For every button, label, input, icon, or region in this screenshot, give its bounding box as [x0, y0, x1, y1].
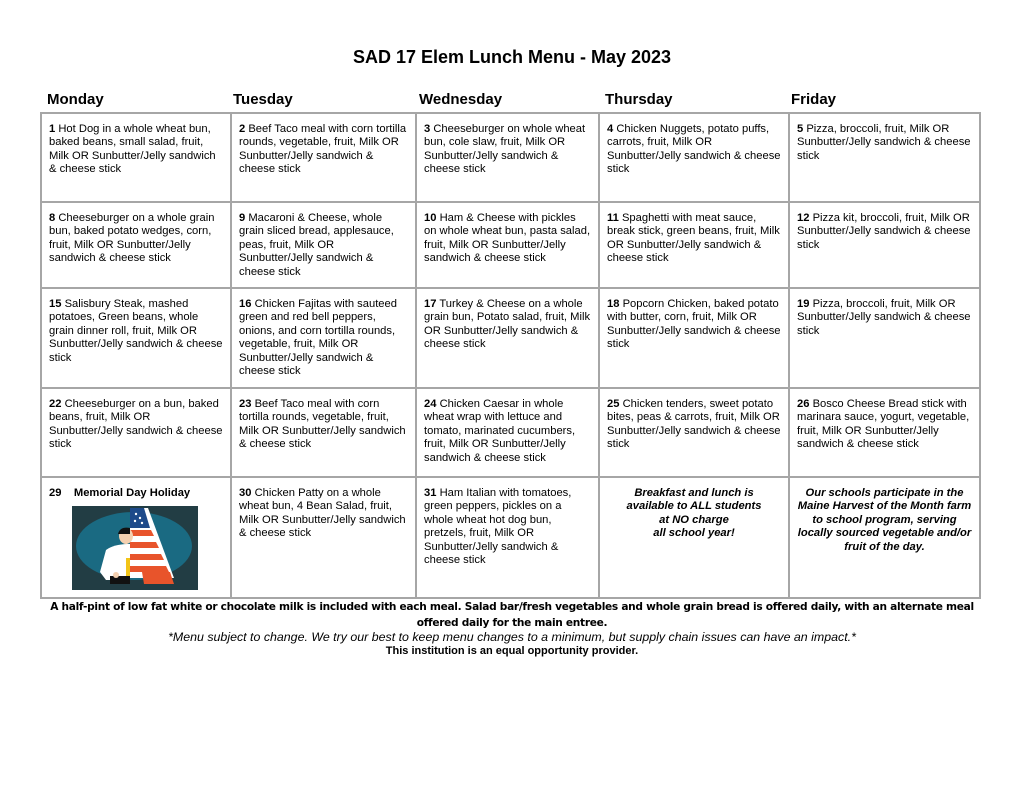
day-cell — [41, 288, 231, 388]
day-cell — [599, 202, 789, 288]
day-cell — [231, 113, 416, 202]
weekday-thursday: Thursday — [605, 91, 673, 108]
day-number: 31 — [424, 487, 437, 499]
week-row — [41, 202, 980, 288]
day-cell — [789, 202, 980, 288]
day-number: 3 — [424, 123, 431, 135]
free-meals-line: all school year! — [653, 527, 735, 540]
menu-text: Bosco Cheese Bread stick with marinara sauce, yogurt, vegetable, fruit, Milk OR Sunbutter/Jelly sandwich & cheese stick — [797, 398, 970, 451]
day-cell — [599, 288, 789, 388]
day-number: 23 — [239, 398, 252, 410]
day-number: 30 — [239, 487, 252, 499]
equal-opportunity-statement: This institution is an equal opportunity provider. — [385, 645, 639, 657]
menu-text: Popcorn Chicken, baked potato with butter, corn, fruit, Milk OR Sunbutter/Jelly sandwich & cheese stick — [607, 298, 781, 351]
day-cell — [416, 477, 599, 598]
day-number: 2 — [239, 123, 246, 135]
day-number: 11 — [607, 212, 619, 224]
weekday-tuesday: Tuesday — [233, 91, 293, 108]
holiday-label: Memorial Day Holiday — [73, 487, 191, 499]
day-cell — [416, 202, 599, 288]
day-cell — [789, 288, 980, 388]
day-cell — [416, 288, 599, 388]
day-number: 19 — [797, 298, 810, 310]
menu-text: Chicken Fajitas with sauteed green and red bell peppers, onions, and corn tortilla rounds, vegetable, fruit, Milk OR Sunbutter/Jelly sandwich & cheese stick — [239, 298, 397, 378]
menu-text: Beef Taco meal with corn tortilla rounds, vegetable, fruit, Milk OR Sunbutter/Jelly sandwich & cheese stick — [239, 398, 406, 451]
day-cell — [41, 113, 231, 202]
menu-text: Cheeseburger on whole wheat bun, cole slaw, fruit, Milk OR Sunbutter/Jelly sandwich & cheese stick — [424, 123, 586, 176]
menu-text: Ham Italian with tomatoes, green peppers, pickles on a whole wheat hot dog bun, pretzels, fruit, Milk OR Sunbutter/Jelly sandwich & cheese stick — [424, 487, 572, 567]
day-number: 5 — [797, 123, 804, 135]
week-row — [41, 477, 980, 598]
menu-text: Cheeseburger on a whole grain bun, baked potato wedges, corn, fruit, Milk OR Sunbutter/Jelly sandwich & cheese stick — [49, 212, 215, 265]
day-number: 9 — [239, 212, 246, 224]
menu-text: Cheeseburger on a bun, baked beans, fruit, Milk OR Sunbutter/Jelly sandwich & cheese stick — [49, 398, 223, 451]
menu-text: Spaghetti with meat sauce, break stick, green beans, fruit, Milk OR Sunbutter/Jelly sandwich & cheese stick — [607, 212, 780, 265]
weekday-wednesday: Wednesday — [419, 91, 503, 108]
day-cell — [231, 388, 416, 477]
day-cell — [231, 202, 416, 288]
day-cell — [41, 202, 231, 288]
free-meals-line: at NO charge — [659, 513, 729, 526]
day-number: 1 — [49, 123, 56, 135]
menu-text: Macaroni & Cheese, whole grain sliced bread, applesauce, peas, fruit, Milk OR Sunbutter/Jelly sandwich & cheese stick — [239, 212, 394, 278]
menu-text: Hot Dog in a whole wheat bun, baked beans, small salad, fruit, Milk OR Sunbutter/Jelly sandwich & cheese stick — [49, 123, 216, 176]
menu-text: Chicken tenders, sweet potato bites, peas & carrots, fruit, Milk OR Sunbutter/Jelly sandwich & cheese stick — [607, 398, 781, 451]
day-cell — [41, 388, 231, 477]
week-row — [41, 388, 980, 477]
day-cell — [231, 288, 416, 388]
day-cell — [231, 477, 416, 598]
day-number: 17 — [424, 298, 437, 310]
menu-calendar — [40, 112, 981, 599]
menu-text: Salisbury Steak, mashed potatoes, Green beans, whole grain dinner roll, fruit, Milk OR Sunbutter/Jelly sandwich & cheese stick — [49, 298, 223, 364]
day-number: 25 — [607, 398, 620, 410]
day-cell — [416, 113, 599, 202]
week-row — [41, 113, 980, 202]
menu-text: Beef Taco meal with corn tortilla rounds, vegetable, fruit, Milk OR Sunbutter/Jelly sandwich & cheese stick — [239, 123, 407, 176]
menu-text: Turkey & Cheese on a whole grain bun, Potato salad, fruit, Milk OR Sunbutter/Jelly sandwich & cheese stick — [424, 298, 591, 351]
free-meals-note — [599, 477, 789, 598]
day-number: 16 — [239, 298, 252, 310]
day-number: 24 — [424, 398, 437, 410]
day-number: 22 — [49, 398, 62, 410]
day-cell — [789, 388, 980, 477]
day-cell — [599, 113, 789, 202]
day-cell — [789, 113, 980, 202]
menu-text: Chicken Patty on a whole wheat bun, 4 Bean Salad, fruit, Milk OR Sunbutter/Jelly sandwich & cheese stick — [239, 487, 406, 540]
day-number: 4 — [607, 123, 614, 135]
free-meals-line: Breakfast and lunch is — [634, 487, 754, 499]
holiday-cell — [41, 477, 231, 598]
day-number: 8 — [49, 212, 56, 224]
day-cell — [416, 388, 599, 477]
week-row — [41, 288, 980, 388]
menu-text: Chicken Nuggets, potato puffs, carrots, fruit, Milk OR Sunbutter/Jelly sandwich & cheese stick — [607, 123, 781, 176]
menu-text: Ham & Cheese with pickles on whole wheat bun, pasta salad, fruit, Milk OR Sunbutter/Jelly sandwich & cheese stick — [424, 212, 591, 265]
day-number: 26 — [797, 398, 810, 410]
menu-text: Pizza, broccoli, fruit, Milk OR Sunbutter/Jelly sandwich & cheese stick — [797, 123, 971, 162]
day-number: 18 — [607, 298, 620, 310]
day-cell — [599, 388, 789, 477]
menu-text: Chicken Caesar in whole wheat wrap with lettuce and tomato, marinated cucumbers, fruit, Milk OR Sunbutter/Jelly sandwich & cheese stick — [424, 398, 576, 464]
free-meals-line: available to ALL students — [626, 500, 762, 513]
milk-salad-note: A half-pint of low fat white or chocolate milk is included with each meal. Salad bar/fresh vegetables and whole grain bread is offered daily, with an alternate meal offered daily for the main entree. — [50, 601, 974, 629]
day-number: 10 — [424, 212, 437, 224]
day-number: 15 — [49, 298, 62, 310]
harvest-of-month-note: Our schools participate in the Maine Harvest of the Month farm to school program, serving locally sourced vegetable and/or fruit of the day. — [789, 477, 980, 598]
day-number: 12 — [797, 212, 810, 224]
day-number: 29 — [49, 487, 62, 499]
menu-text: Pizza, broccoli, fruit, Milk OR Sunbutter/Jelly sandwich & cheese stick — [797, 298, 971, 337]
page-title: SAD 17 Elem Lunch Menu - May 2023 — [352, 47, 672, 67]
weekday-header-row — [40, 91, 980, 111]
weekday-monday: Monday — [47, 91, 104, 108]
menu-change-disclaimer: *Menu subject to change. We try our best to keep menu changes to a minimum, but supply chain issues can have an impact.* — [168, 630, 856, 644]
memorial-day-flag-icon — [72, 506, 198, 590]
weekday-friday: Friday — [791, 91, 837, 108]
menu-text: Pizza kit, broccoli, fruit, Milk OR Sunbutter/Jelly sandwich & cheese stick — [797, 212, 971, 251]
